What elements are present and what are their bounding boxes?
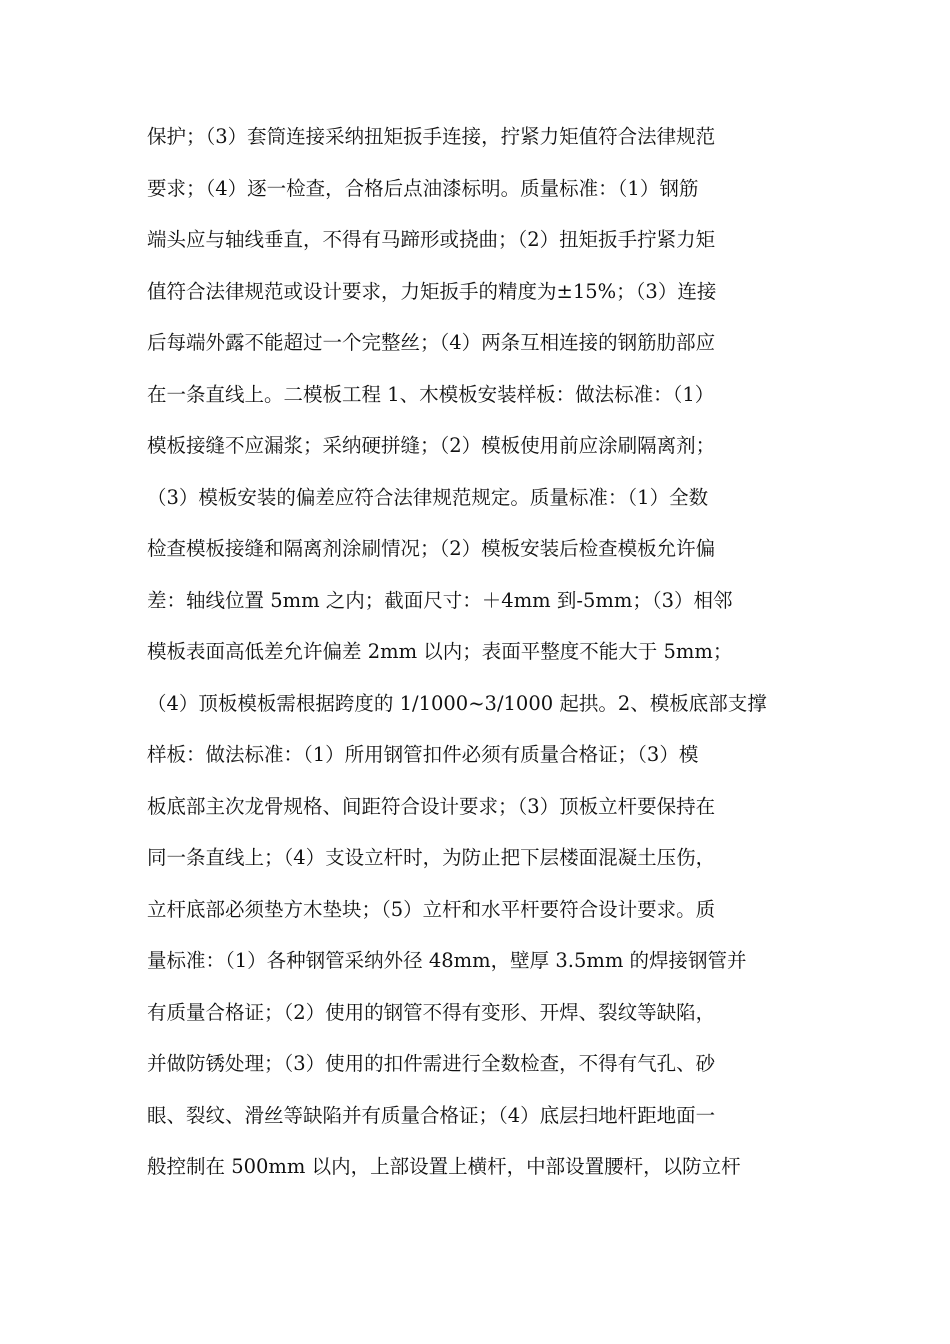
text-line: 模板接缝不应漏浆；采纳硬拼缝；（2）模板使用前应涂刷隔离剂；	[147, 434, 716, 457]
text-line: 量标准：（1）各种钢管采纳外径 48mm，壁厚 3.5mm 的焊接钢管并	[147, 949, 747, 972]
text-line: 般控制在 500mm 以内，上部设置上横杆，中部设置腰杆，以防立杆	[147, 1155, 741, 1178]
text-line: 检查模板接缝和隔离剂涂刷情况；（2）模板安装后检查模板允许偏	[147, 537, 716, 560]
text-line: 同一条直线上；（4）支设立杆时，为防止把下层楼面混凝土压伤，	[147, 846, 716, 869]
text-line: 样板：做法标准：（1）所用钢管扣件必须有质量合格证；（3）模	[147, 743, 699, 766]
text-line: 值符合法律规范或设计要求，力矩扳手的精度为±15%；（3）连接	[147, 279, 717, 303]
text-line: 端头应与轴线垂直，不得有马蹄形或挠曲；（2）扭矩扳手拧紧力矩	[147, 228, 716, 251]
text-line: （3）模板安装的偏差应符合法律规范规定。质量标准：（1）全数	[147, 485, 709, 509]
text-line: 板底部主次龙骨规格、间距符合设计要求；（3）顶板立杆要保持在	[147, 794, 716, 818]
text-line: 有质量合格证；（2）使用的钢管不得有变形、开焊、裂纹等缺陷，	[147, 1000, 716, 1024]
text-line: 后每端外露不能超过一个完整丝；（4）两条互相连接的钢筋肋部应	[147, 331, 716, 354]
body-text	[147, 118, 812, 1200]
text-line: 眼、裂纹、滑丝等缺陷并有质量合格证；（4）底层扫地杆距地面一	[147, 1103, 716, 1127]
text-line: 差：轴线位置 5mm 之内；截面尺寸：＋4mm 到-5mm；（3）相邻	[147, 588, 733, 612]
text-line: 立杆底部必须垫方木垫块；（5）立杆和水平杆要符合设计要求。质	[147, 897, 716, 921]
text-line: 并做防锈处理；（3）使用的扣件需进行全数检查，不得有气孔、砂	[147, 1052, 716, 1075]
text-line: 模板表面高低差允许偏差 2mm 以内；表面平整度不能大于 5mm；	[147, 640, 733, 663]
text-line: 要求；（4）逐一检查，合格后点油漆标明。质量标准：（1）钢筋	[147, 176, 699, 200]
text-line: 保护；（3）套筒连接采纳扭矩扳手连接，拧紧力矩值符合法律规范	[147, 125, 716, 148]
text-line: 在一条直线上。二模板工程 1、木模板安装样板：做法标准：（1）	[147, 382, 715, 406]
text-line: （4）顶板模板需根据跨度的 1/1000~3/1000 起拱。2、模板底部支撑	[147, 691, 767, 715]
